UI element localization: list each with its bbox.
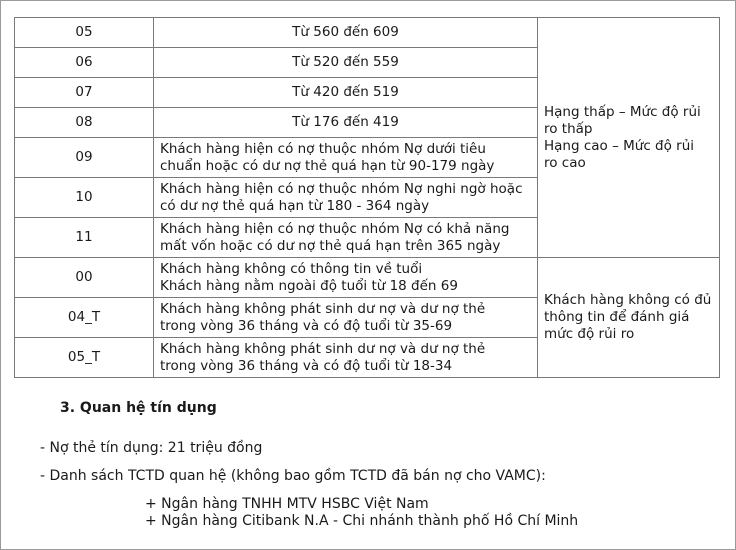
description-line: Khách hàng nằm ngoài độ tuổi từ 18 đến 69 (160, 277, 458, 294)
description-line: Khách hàng không có thông tin về tuổi (160, 260, 423, 277)
score-code: 04_T (15, 298, 154, 338)
score-range: Từ 520 đến 559 (154, 48, 538, 78)
score-description (154, 178, 538, 218)
score-description (154, 218, 538, 258)
description-line: Khách hàng không phát sinh dư nợ và dư nợ thẻ (160, 340, 486, 357)
description-line: mất vốn hoặc có dư nợ thẻ quá hạn trên 365 ngày (160, 237, 501, 254)
score-description (154, 258, 538, 298)
description-line: Khách hàng hiện có nợ thuộc nhóm Nợ dưới tiêu (160, 140, 486, 157)
score-code: 00 (15, 258, 154, 298)
lender-item: + Ngân hàng TNHH MTV HSBC Việt Nam (145, 496, 429, 512)
description-line: Khách hàng hiện có nợ thuộc nhóm Nợ có khả năng (160, 220, 510, 237)
score-description (154, 298, 538, 338)
score-range: Từ 560 đến 609 (154, 18, 538, 48)
description-line: chuẩn hoặc có dư nợ thẻ quá hạn từ 90-179 ngày (160, 157, 495, 174)
score-code: 05_T (15, 338, 154, 378)
description-line: Khách hàng không phát sinh dư nợ và dư nợ thẻ (160, 300, 486, 317)
score-code: 09 (15, 138, 154, 178)
risk-group-line: thông tin để đánh giá (544, 309, 690, 325)
risk-group-line: mức độ rủi ro (544, 326, 635, 342)
table-row (15, 18, 720, 48)
table-row (15, 258, 720, 298)
lenders-heading: - Danh sách TCTD quan hệ (không bao gồm TCTD đã bán nợ cho VAMC): (40, 468, 546, 484)
score-code: 08 (15, 108, 154, 138)
score-code: 11 (15, 218, 154, 258)
risk-group-line: ro thấp (544, 120, 593, 137)
risk-group-low-high (538, 18, 720, 258)
credit-score-table (14, 17, 720, 378)
card-debt-line: - Nợ thẻ tín dụng: 21 triệu đồng (40, 440, 263, 456)
score-code: 10 (15, 178, 154, 218)
score-range: Từ 176 đến 419 (154, 108, 538, 138)
score-code: 06 (15, 48, 154, 78)
risk-group-line: Hạng thấp – Mức độ rủi (544, 103, 701, 120)
risk-group-line: ro cao (544, 154, 586, 171)
description-line: trong vòng 36 tháng và có độ tuổi từ 35-69 (160, 317, 453, 334)
risk-group-line: Hạng cao – Mức độ rủi (544, 137, 695, 154)
lender-item: + Ngân hàng Citibank N.A - Chi nhánh thành phố Hồ Chí Minh (145, 513, 579, 529)
risk-group-insufficient-info (538, 258, 720, 378)
risk-group-line: Khách hàng không có đủ (544, 292, 712, 308)
description-line: có dư nợ thẻ quá hạn từ 180 - 364 ngày (160, 197, 430, 214)
section-title: 3. Quan hệ tín dụng (60, 400, 217, 416)
score-description (154, 338, 538, 378)
score-code: 07 (15, 78, 154, 108)
score-description (154, 138, 538, 178)
score-range: Từ 420 đến 519 (154, 78, 538, 108)
score-code: 05 (15, 18, 154, 48)
description-line: Khách hàng hiện có nợ thuộc nhóm Nợ nghi ngờ hoặc (160, 180, 523, 197)
description-line: trong vòng 36 tháng và có độ tuổi từ 18-34 (160, 357, 453, 374)
